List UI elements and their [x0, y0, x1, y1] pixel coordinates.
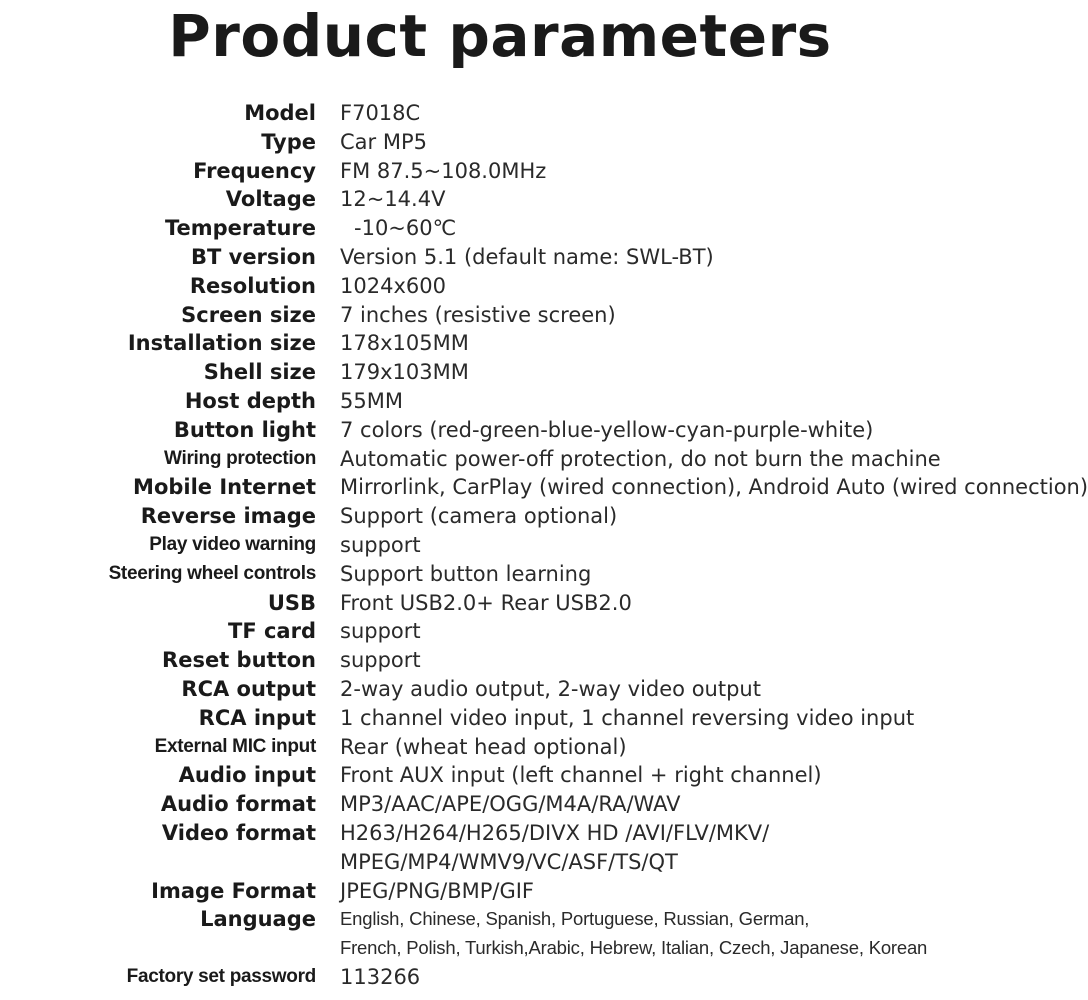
- spec-value-line: H263/H264/H265/DIVX HD /AVI/FLV/MKV/: [340, 820, 770, 845]
- page-title: Product parameters: [168, 2, 832, 70]
- spec-row-video-format: [0, 819, 1000, 877]
- spec-value: [340, 243, 980, 272]
- spec-value-line: English, Chinese, Spanish, Portuguese, Russian, German,: [340, 908, 810, 930]
- spec-row-button-light: [0, 416, 1000, 445]
- spec-label: Temperature: [164, 216, 316, 241]
- spec-label: Image Format: [151, 878, 316, 903]
- spec-table: [0, 99, 1088, 992]
- spec-label: Reverse image: [140, 504, 316, 529]
- spec-label: RCA output: [181, 676, 316, 701]
- spec-value: [340, 589, 980, 618]
- spec-value: [340, 185, 980, 214]
- spec-row-type: [0, 128, 1000, 157]
- spec-value-line: 179x103MM: [340, 360, 469, 385]
- spec-row-installation-size: [0, 329, 1000, 358]
- spec-value: [340, 445, 980, 474]
- spec-value-line: MPEG/MP4/WMV9/VC/ASF/TS/QT: [340, 849, 678, 874]
- spec-value-line: MP3/AAC/APE/OGG/M4A/RA/WAV: [340, 792, 681, 817]
- spec-row-frequency: [0, 157, 1000, 186]
- spec-label: Resolution: [189, 273, 316, 298]
- spec-row-audio-format: [0, 790, 1000, 819]
- spec-row-voltage: [0, 185, 1000, 214]
- spec-value: [340, 502, 980, 531]
- spec-row-play-video-warning: [0, 531, 1000, 560]
- spec-label: TF card: [228, 619, 316, 644]
- spec-row-bt-version: [0, 243, 1000, 272]
- spec-value: [340, 531, 980, 560]
- spec-value-line: Version 5.1 (default name: SWL-BT): [340, 244, 714, 269]
- spec-row-audio-input: [0, 761, 1000, 790]
- spec-row-wiring-protection: [0, 445, 1000, 474]
- spec-row-reset-button: [0, 646, 1000, 675]
- spec-value-line: Automatic power-off protection, do not burn the machine: [340, 446, 941, 471]
- spec-value: [340, 675, 980, 704]
- spec-value-line: 178x105MM: [340, 331, 469, 356]
- spec-label: Language: [200, 907, 316, 932]
- spec-label: BT version: [190, 244, 316, 269]
- spec-row-rca-input: [0, 704, 1000, 733]
- spec-value-line: 113266: [340, 964, 421, 989]
- spec-value-line: Front USB2.0+ Rear USB2.0: [340, 590, 632, 615]
- spec-label: Shell size: [203, 360, 316, 385]
- spec-label: Reset button: [162, 648, 316, 673]
- spec-row-reverse-image: [0, 502, 1000, 531]
- spec-row-image-format: [0, 877, 1000, 906]
- spec-value: [340, 560, 980, 589]
- spec-value: [340, 157, 980, 186]
- spec-row-usb: [0, 589, 1000, 618]
- spec-row-model: [0, 99, 1000, 128]
- spec-value-line: Mirrorlink, CarPlay (wired connection), Android Auto (wired connection): [340, 475, 1088, 500]
- spec-label: Button light: [173, 417, 316, 442]
- spec-row-tf-card: [0, 617, 1000, 646]
- spec-value-line: support: [340, 648, 421, 673]
- spec-value: [340, 733, 980, 762]
- spec-value: [340, 272, 980, 301]
- spec-value: [340, 128, 980, 157]
- spec-label: Wiring protection: [164, 447, 316, 469]
- spec-row-host-depth: [0, 387, 1000, 416]
- spec-label: Frequency: [193, 158, 316, 183]
- spec-value-line: FM 87.5~108.0MHz: [340, 158, 547, 183]
- spec-value: [340, 646, 980, 675]
- spec-label: Model: [244, 101, 316, 125]
- spec-value-line: Car MP5: [340, 129, 427, 154]
- spec-value-line: -10~60℃: [354, 216, 457, 241]
- spec-value: [340, 704, 980, 733]
- spec-value: [340, 905, 980, 963]
- spec-value: [340, 358, 980, 387]
- spec-value: [340, 963, 980, 992]
- spec-value: [340, 473, 1088, 502]
- spec-value: [340, 761, 980, 790]
- spec-row-resolution: [0, 272, 1000, 301]
- spec-label: Type: [261, 129, 316, 154]
- spec-label: Host depth: [184, 388, 316, 413]
- spec-value: [340, 214, 994, 243]
- spec-value: [340, 877, 980, 906]
- spec-label: Voltage: [225, 187, 316, 212]
- spec-label: Screen size: [181, 302, 316, 327]
- spec-value-line: Rear (wheat head optional): [340, 734, 627, 759]
- spec-value-line: F7018C: [340, 101, 421, 125]
- spec-row-factory-set-password: [0, 963, 1000, 992]
- spec-row-rca-output: [0, 675, 1000, 704]
- spec-value-line: 55MM: [340, 388, 403, 413]
- spec-value-line: Support button learning: [340, 561, 592, 586]
- spec-label: Play video warning: [149, 533, 316, 555]
- spec-value: [340, 416, 980, 445]
- spec-value-line: 7 colors (red-green-blue-yellow-cyan-purple-white): [340, 417, 874, 442]
- spec-label: RCA input: [198, 705, 316, 730]
- spec-value: [340, 99, 980, 128]
- spec-label: Audio format: [160, 792, 316, 817]
- spec-value-line: 7 inches (resistive screen): [340, 302, 616, 327]
- spec-row-temperature: [0, 214, 1000, 243]
- spec-row-screen-size: [0, 301, 1000, 330]
- spec-row-shell-size: [0, 358, 1000, 387]
- spec-row-external-mic-input: [0, 733, 1000, 762]
- spec-value-line: Front AUX input (left channel + right channel): [340, 763, 822, 788]
- spec-value-line: 12~14.4V: [340, 187, 446, 212]
- spec-value: [340, 387, 980, 416]
- spec-label: Steering wheel controls: [108, 562, 316, 584]
- spec-label: Mobile Internet: [133, 475, 316, 500]
- spec-row-mobile-internet: [0, 473, 1088, 502]
- spec-value-line: support: [340, 532, 421, 557]
- spec-label: Installation size: [127, 331, 316, 356]
- spec-value-line: 2-way audio output, 2-way video output: [340, 676, 761, 701]
- spec-value: [340, 617, 980, 646]
- spec-value: [340, 790, 980, 819]
- spec-value: [340, 329, 980, 358]
- spec-value: [340, 301, 980, 330]
- spec-label: Audio input: [178, 763, 316, 788]
- spec-value-line: JPEG/PNG/BMP/GIF: [340, 878, 535, 903]
- spec-label: USB: [267, 590, 316, 615]
- spec-row-steering-wheel-controls: [0, 560, 1000, 589]
- spec-label: Video format: [161, 820, 316, 845]
- spec-label: Factory set password: [126, 965, 316, 987]
- spec-value-line: support: [340, 619, 421, 644]
- spec-value-line: 1 channel video input, 1 channel reversing video input: [340, 705, 915, 730]
- spec-row-language: [0, 905, 1000, 963]
- spec-value-line: French, Polish, Turkish,Arabic, Hebrew, Italian, Czech, Japanese, Korean: [340, 937, 928, 959]
- spec-value-line: 1024x600: [340, 273, 446, 298]
- spec-value-line: Support (camera optional): [340, 504, 618, 529]
- spec-value: [340, 819, 980, 877]
- spec-label: External MIC input: [154, 735, 316, 757]
